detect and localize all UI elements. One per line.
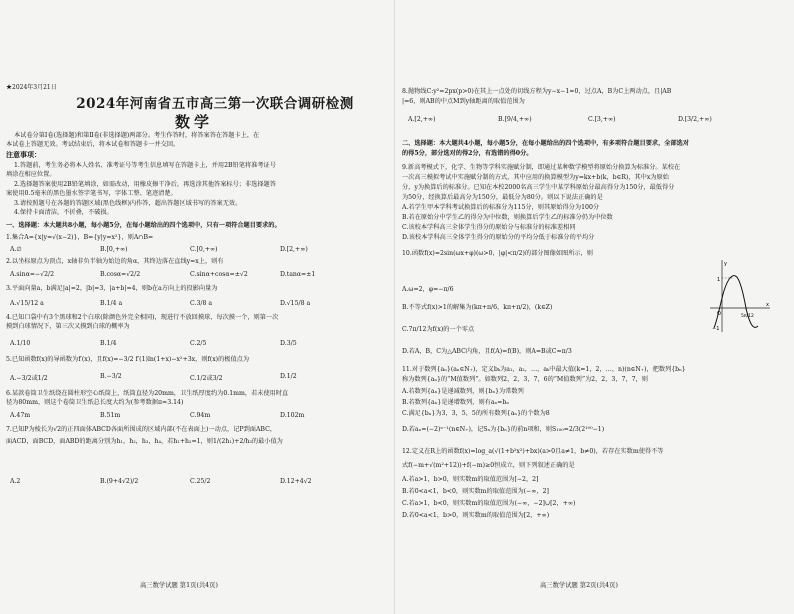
q8-stem: |=6，则AB的中点M到y轴距离的取值范围为 — [402, 98, 525, 105]
q7-opt-c: C.25/2 — [190, 478, 211, 485]
q4-stem: 4.已知口袋中有3个黑球和2个白球(除颜色外完全相同)，现进行不放回摸球，每次摸一个，则第一次 — [6, 314, 279, 321]
page-footer-left: 高三数学试题 第1页(共4页) — [140, 582, 218, 589]
q12-opt-b: B.若0<a<1，b<0，则实数m的取值范围为(−∞，2] — [402, 488, 549, 495]
q9-opt-a: A.若学生甲本学科考试换算后的标准分为115分，则其原始得分为100分 — [402, 204, 600, 211]
q7-opt-b: B.(9+4√2)/2 — [100, 478, 139, 485]
q8-opt-b: B.[9/4,+∞) — [498, 116, 532, 123]
q11-line: 11.对于数列{aₙ}(aₙ∈N₊)，定义bₖ为a₁，a₂，…，aₖ中最大值(k=1，2，…，n)(n∈N₊)，把数列{bₙ} — [402, 366, 686, 373]
q6-opt-d: D.102m — [280, 412, 305, 419]
instruction-line: 本试卷上答题无效。考试结束后，将本试卷和答题卡一并交回。 — [6, 141, 180, 148]
q1-stem: 1.集合A={x|y=√(x−2)}，B={y|y=x²}，则A∩B= — [6, 234, 154, 241]
q7-opt-a: A.2 — [10, 478, 21, 485]
q1-opt-b: B.[0,+∞) — [100, 246, 128, 253]
q10-opt-d: D.若A，B，C为△ABC内角，且f(A)=f(B)，则A=B或C=π/3 — [402, 348, 572, 355]
section2-heading: 二、选择题：本大题共4小题，每小题5分，在每小题给出的四个选项中，有多项符合题目要求，全部选对 — [402, 140, 690, 147]
q3-stem: 3.平面向量a，b满足|a|=2，|b|=3，|a+b|=4，则b在a方向上的投影向量为 — [6, 285, 218, 292]
q7-opt-d: D.12+4√2 — [280, 478, 312, 485]
instruction-line: 本试卷分第Ⅰ卷(选择题)和第Ⅱ卷(非选择题)两部分。考生作答时，将答案答在答题卡上，在 — [14, 132, 260, 139]
label-y: y — [724, 261, 727, 267]
q8-opt-c: C.[3,+∞) — [588, 116, 616, 123]
notice-heading: 注意事项： — [6, 150, 41, 159]
q8-opt-d: D.[3/2,+∞) — [678, 116, 712, 123]
q10-opt-c: C.7π/12为f(x)的一个零点 — [402, 326, 475, 333]
label-yminus1: −1 — [712, 326, 720, 332]
q10-stem: 10.函数f(x)=2sin(ωx+φ)(ω>0，|φ|<π/2)的部分图像如图所示，则 — [402, 250, 593, 257]
page-fold — [394, 0, 395, 614]
q6-stem: 径为80mm，则这个卷筒卫生纸总长度大约为(参考数据π≈3.14) — [6, 399, 184, 406]
q6-opt-a: A.47m — [10, 412, 31, 419]
instruction-line: 2.选择题答案使用2B铅笔填涂，如需改动，用橡皮擦干净后，再选涂其他答案标号；非选择题答 — [14, 181, 276, 188]
exam-title: 2024年河南省五市高三第一次联合调研检测 — [76, 96, 354, 112]
q4-opt-b: B.1/4 — [100, 340, 117, 347]
section2-heading: 的得5分，部分选对的得2分，有选错的得0分。 — [402, 150, 533, 157]
q6-opt-b: B.51m — [100, 412, 121, 419]
q7-stem: 面ACD，面BCD，面ABD的距离分别为h₁，h₂，h₃，h₄，若h₁+h₂=1，则1/(2h₁)+2/h₃的最小值为 — [6, 438, 283, 445]
q12-opt-a: A.若a>1，b>0，则实数m的取值范围为[−2，2] — [402, 476, 539, 483]
q9-line: 为50分，经换算后最高分为150分，最低分为80分。则以下说法正确的是 — [402, 194, 603, 201]
q11-opt-d: D.若aₙ=(−2)ⁿ⁻¹(n∈N₊)，记Sₙ为{bₙ}的前n项和，则S₁₀₀=2/3(2¹⁰⁰−1) — [402, 426, 605, 433]
label-y1: 1 — [717, 277, 721, 283]
q9-opt-d: D.该校本学科高三全体学生得分的原始分的平均分低于标准分的平均分 — [402, 234, 595, 241]
q3-opt-a: A.√15/12 a — [10, 300, 44, 307]
sine-curve — [714, 276, 758, 328]
q12-opt-c: C.若a>1，b<0，则实数m的取值范围为(−∞，−2]∪[2，+∞) — [402, 500, 576, 507]
q4-opt-c: C.2/5 — [190, 340, 207, 347]
q4-opt-a: A.1/10 — [10, 340, 31, 347]
q5-opt-d: D.1/2 — [280, 373, 297, 380]
q2-opt-a: A.sinα=−√2/2 — [10, 271, 55, 278]
q5-stem: 5.已知函数f(x)的导函数为f′(x)，且f(x)=−3/2 f′(1)ln(1+x)−x²+3x，则f(x)的极值点为 — [6, 356, 250, 363]
q11-opt-c: C.满足{bₙ}为3，3，5，5的所有数列{aₙ}的个数为8 — [402, 410, 550, 417]
instruction-line: 1.答题前，考生务必将本人姓名、准考证号等考生信息填写在答题卡上，并用2B铅笔将准考证号 — [14, 162, 276, 169]
q12-line: 式f(−m+√(m²+12))+f(−m)≥0恒成立，则下列叙述正确的是 — [402, 462, 575, 469]
q1-opt-c: C.[0,+∞) — [190, 246, 218, 253]
q8-stem: 8.抛物线C:y²=2px(p>0)在其上一点处的切线方程为y−x−1=0，过点A，B为C上两动点，且|AB — [402, 88, 672, 95]
sine-graph — [708, 258, 772, 334]
section1-heading: 一、选择题：本大题共8小题，每小题5分，在每小题给出的四个选项中，只有一项符合题目要求的。 — [6, 222, 281, 229]
instruction-line: 4.保持卡面清洁，不折叠，不破损。 — [14, 209, 113, 216]
q9-opt-b: B.若在原始分中学生乙的得分为中位数，则换算后学生乙的标准分仍为中位数 — [402, 214, 613, 221]
q5-opt-a: A.−3/2或1/2 — [10, 375, 48, 382]
label-x: x — [766, 302, 769, 308]
q9-line: 分，y为换算后的标准分。已知在本校2000名高三学生中某学科原始分最高得分为150分，最低得分 — [402, 184, 675, 191]
q2-stem: 2.以坐标原点为顶点，x轴非负半轴为始边的角α，其终边落在直线y=x上，则有 — [6, 258, 224, 265]
exam-subject: 数学 — [175, 113, 214, 131]
q5-opt-c: C.1/2或3/2 — [190, 375, 223, 382]
q2-opt-b: B.cosα=√2/2 — [100, 271, 141, 278]
q4-stem: 摸到白球情况下，第三次又摸到白球的概率为 — [6, 323, 130, 330]
q2-opt-d: D.tanα=±1 — [280, 271, 316, 278]
q9-line: 9.新高考模式下，化学、生物等学科实施赋分制，即通过某种数学模型将原始分换算为标准分。某校在 — [402, 164, 681, 171]
q3-opt-b: B.1/4 a — [100, 300, 123, 307]
exam-date: ★2024年3月21日 — [6, 84, 57, 91]
q11-line: 称为数列{aₙ}的“M值数列”。如数列2，2，3，7，6的“M值数列”为2，2，3，7，7，则 — [402, 376, 648, 383]
label-5pi12: 5π/12 — [741, 314, 754, 319]
q12-opt-d: D.若0<a<1，b>0，则实数m的取值范围为[2，+∞) — [402, 512, 550, 519]
label-origin: O — [717, 311, 721, 317]
q6-stem: 6.某款卷筒卫生纸绕在圆柱形空心纸筒上，纸筒直径为20mm，卫生纸厚度约为0.1mm，若未使用时直 — [6, 390, 289, 397]
q1-opt-a: A.∅ — [10, 246, 22, 253]
q4-opt-d: D.3/5 — [280, 340, 297, 347]
q12-line: 12.定义在R上的函数f(x)=log_a(√(1+b²x²)+bx)(a>0且a≠1，b≠0)，若存在实数m使得不等 — [402, 448, 664, 455]
q3-opt-d: D.√15/8 a — [280, 300, 311, 307]
q11-opt-a: A.若数列{aₙ}是递减数列，则{bₙ}为常数列 — [402, 388, 524, 395]
q11-opt-b: B.若数列{aₙ}是递增数列，则有aₙ=bₙ — [402, 399, 510, 406]
q10-opt-b: B.不等式f(x)>1的解集为(kπ+π/6，kπ+π/2)，(k∈Z) — [402, 304, 553, 311]
q8-opt-a: A.[2,+∞) — [408, 116, 436, 123]
q3-opt-c: C.3/8 a — [190, 300, 213, 307]
instruction-line: 案使用0.5毫米的黑色墨水签字笔书写，字体工整、笔迹清楚。 — [6, 190, 177, 197]
instruction-line: 3.请按照题号在各题的答题区域(黑色线框)内作答，超出答题区域书写的答案无效。 — [14, 200, 242, 207]
q9-opt-c: C.该校本学科高三全体学生得分的原始分与标准分的标准差相同 — [402, 224, 576, 231]
q1-opt-d: D.[2,+∞) — [280, 246, 308, 253]
page-footer-right: 高三数学试题 第2页(共4页) — [540, 582, 618, 589]
q2-opt-c: C.sinα+cosα=±√2 — [190, 271, 248, 278]
q5-opt-b: B.−3/2 — [100, 373, 122, 380]
q10-opt-a: A.ω=2，φ=−π/6 — [402, 286, 454, 293]
q7-stem: 7.已知P为棱长为√2的正四面体ABCD各面所围成的区域内部(不在表面上)一动点，记P到面ABC， — [6, 426, 277, 433]
q6-opt-c: C.94m — [190, 412, 211, 419]
q9-line: 一次高三模拟考试中实施赋分制的方式，其中应用的换算模型为y=kx+b(k，b∈R)，其中x为原始 — [402, 174, 669, 181]
instruction-line: 填涂在相应位置。 — [6, 171, 56, 178]
